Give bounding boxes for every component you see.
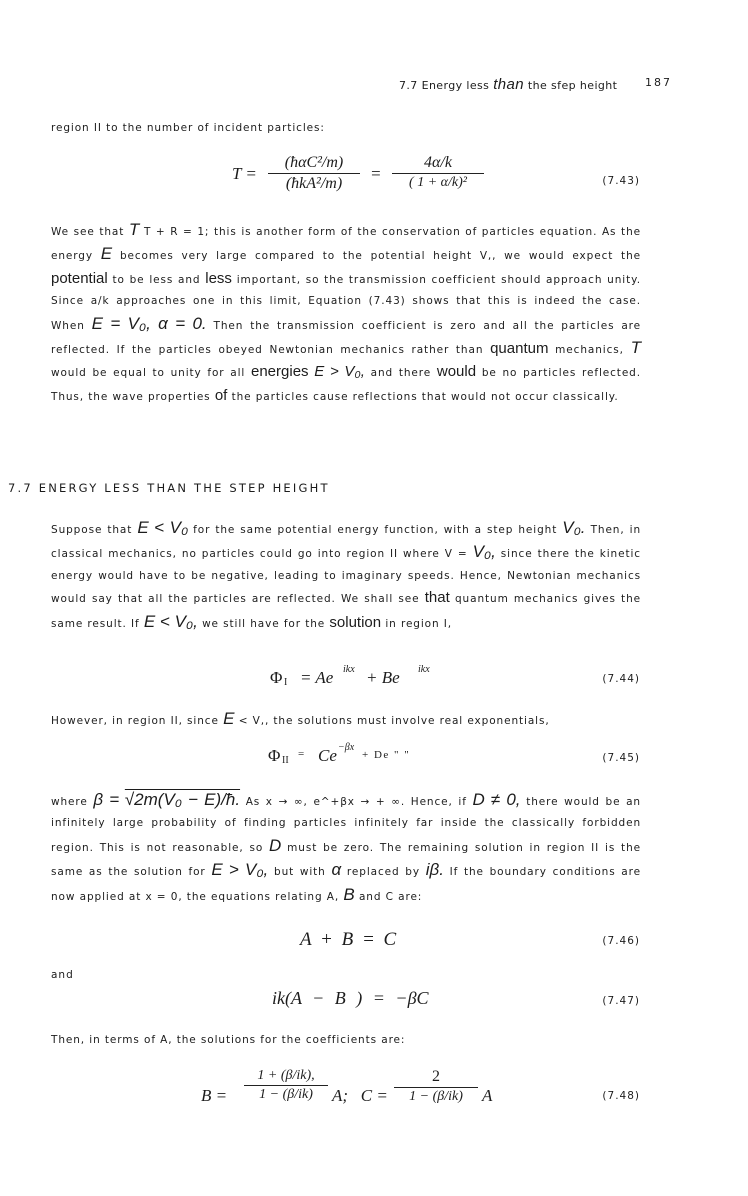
- eq747-text: ik(A − B ) = −βC: [272, 988, 429, 1008]
- p2-s5: important, so the transmission coefficient should approach unity. Since a/k approaches one in this limit, Equation (7.43) shows that this is indeed the case. When: [51, 273, 641, 332]
- eq746-number: (7.46): [602, 935, 640, 947]
- eq746-text: A + B = C: [300, 929, 397, 950]
- p3-E: E < V₀: [137, 518, 189, 537]
- paragraph-intro: region II to the number of incident particles:: [51, 122, 325, 134]
- p2-s2: T + R = 1; this is another form of the conservation of particles equation. As the energy: [51, 226, 641, 263]
- running-header: [399, 76, 699, 93]
- p5-s8: and C are:: [358, 890, 423, 903]
- eq744-sup1: ikx: [343, 664, 355, 675]
- p2-s7: mechanics,: [555, 344, 624, 357]
- p2-E: E: [100, 244, 113, 264]
- p2-s6: Then the transmission coefficient is zero and all the particles are reflected. If the particles obeyed Newtonian mechanics rather than: [51, 319, 642, 357]
- equation-7-46: [0, 925, 748, 981]
- p5-s1: where: [51, 796, 88, 808]
- p5-s2: As x → ∞, e^+βx → + ∞. Hence, if: [245, 796, 467, 808]
- paragraph-coefficients: Then, in terms of A, the solutions for the coefficients are:: [51, 1034, 406, 1046]
- eq743-fraction-1: [268, 154, 360, 193]
- p5-ib: iβ.: [425, 860, 444, 880]
- header-section: 7.7 Energy less: [399, 79, 490, 92]
- p5-D2: D: [269, 835, 282, 855]
- p2-E3: E > V₀,: [314, 363, 365, 381]
- fraction-bar: [394, 1087, 478, 1088]
- p4-E: E: [223, 709, 235, 728]
- p3-s2: for the same potential energy function, with a step height: [193, 524, 558, 536]
- section-heading: 7.7 ENERGY LESS THAN THE STEP HEIGHT: [8, 481, 330, 495]
- p2-of: of: [214, 386, 228, 404]
- eq747-number: (7.47): [602, 995, 640, 1007]
- p5-E: E > V₀,: [211, 860, 269, 880]
- p3-that: that: [424, 589, 450, 607]
- eq743-num2: 4α/k: [424, 154, 452, 171]
- p2-T-first: T: [128, 220, 140, 239]
- p2-E2: E = V₀, α = 0.: [91, 313, 207, 333]
- eq743-lhs: T =: [232, 164, 257, 183]
- p3-s3: Then, in classical mechanics, no particles could go into region II where V =: [51, 524, 642, 561]
- p3-s4: since there the kinetic energy would have to be negative, leading to imaginary speeds. Hence, Newtonian mechanics would say that all the particles are reflected. We shall see: [51, 548, 641, 606]
- equation-7-48: [0, 1064, 748, 1144]
- header-rest: the sfep height: [527, 79, 618, 92]
- eq748-den2: 1 − (β/ik): [409, 1089, 463, 1104]
- p5-s6: replaced by: [346, 866, 420, 879]
- page-number: 187: [645, 76, 672, 89]
- eq748-tail: A: [482, 1086, 493, 1105]
- p2-s11: the particles cause reflections that would not occur classically.: [231, 390, 619, 403]
- paragraph-region-ii: [51, 708, 641, 732]
- p3-V2: V₀,: [472, 542, 496, 562]
- p2-energies: energies: [251, 363, 309, 381]
- eq745-number: (7.45): [602, 752, 640, 764]
- p5-s5: but with: [274, 866, 326, 879]
- p2-s4: to be less and: [112, 273, 201, 286]
- eq743-number: (7.43): [602, 175, 640, 187]
- p2-less: less: [205, 269, 232, 287]
- eq744-sub: I: [284, 677, 288, 688]
- eq748-fraction-1: [244, 1068, 328, 1103]
- p3-s5: quantum mechanics gives the same result. If: [51, 593, 641, 630]
- p5-B: B: [343, 884, 355, 904]
- eq748-number: (7.48): [602, 1090, 640, 1102]
- p5-alpha: α: [331, 860, 342, 880]
- eq745-rhs1: Ce: [318, 746, 337, 765]
- p5-s4: must be zero. The remaining solution in region II is the same as the solution for: [51, 841, 641, 879]
- eq748-fraction-2: [394, 1068, 478, 1105]
- p2-T: T: [630, 338, 641, 358]
- eq748-mid: A; C =: [332, 1086, 388, 1105]
- p2-s9: and there: [370, 367, 432, 380]
- eq748-num1: 1 + (β/ik),: [257, 1068, 315, 1083]
- eq745-sub: II: [282, 755, 289, 766]
- p2-quantum: quantum: [490, 340, 549, 358]
- paragraph-energy-less: [51, 517, 641, 635]
- p2-s3: becomes very large compared to the potential height V,, we would expect the: [119, 250, 641, 263]
- fraction-bar: [268, 173, 360, 174]
- paragraph-beta: [51, 789, 641, 908]
- eq748-lhs: B =: [201, 1086, 228, 1105]
- p4-s2: < V,, the solutions must involve real exponentials,: [238, 715, 550, 727]
- eq743-fraction-2: [392, 154, 484, 191]
- eq744-number: (7.44): [602, 673, 640, 685]
- p3-E2: E < V₀,: [143, 611, 198, 631]
- p5-D: D ≠ 0,: [472, 790, 521, 809]
- eq743-equals: =: [370, 164, 382, 183]
- eq745-eq: =: [298, 748, 305, 760]
- p3-V: V₀.: [562, 518, 586, 537]
- eq743-den1: (ħkA²/m): [285, 175, 343, 192]
- eq744-rhs1: = Ae: [300, 668, 334, 687]
- header-than: than: [493, 76, 524, 93]
- p3-s6: we still have for the: [202, 617, 326, 630]
- p2-would: would: [436, 363, 477, 381]
- p2-s1: We see that: [51, 226, 125, 238]
- p5-s3: there would be an infinitely large probability of finding particles infinitely far inside the classically forbidden region. This is not reasonable, so: [51, 796, 641, 854]
- equation-7-45: [0, 740, 748, 796]
- p3-s7: in region I,: [385, 617, 453, 630]
- and-label: and: [51, 969, 74, 981]
- p4-s1: However, in region II, since: [51, 715, 219, 727]
- p5-beta: β =: [93, 790, 120, 809]
- p5-s7: If the boundary conditions are now applied at x = 0, the equations relating A,: [51, 866, 641, 903]
- equation-7-43: [0, 150, 748, 206]
- eq745-sup1: −βx: [338, 742, 355, 753]
- eq744-rhs2: + Be: [366, 668, 400, 687]
- eq743-num1: (ħαC²/m): [284, 154, 344, 171]
- eq748-num2: 2: [432, 1068, 440, 1085]
- eq744-sup2: ikx: [418, 664, 430, 675]
- p2-s10: be no particles reflected. Thus, the wave properties: [51, 367, 641, 403]
- eq748-den1: 1 − (β/ik): [259, 1087, 313, 1102]
- eq744-phi: Φ: [270, 668, 283, 687]
- eq745-rhs2: + De " ": [362, 749, 411, 761]
- p2-s8: would be equal to unity for all: [51, 367, 246, 380]
- eq745-phi: Φ: [268, 746, 281, 765]
- eq743-den2: ( 1 + α/k)²: [409, 175, 467, 190]
- fraction-bar: [392, 173, 484, 174]
- fraction-bar: [244, 1085, 328, 1086]
- p2-potential: potential: [51, 269, 108, 287]
- p5-sqrt: √2m(V₀ − E)/ħ.: [124, 790, 241, 809]
- paragraph-transmission: [51, 219, 641, 408]
- p3-solution: solution: [329, 613, 382, 631]
- p3-s1: Suppose that: [51, 524, 133, 536]
